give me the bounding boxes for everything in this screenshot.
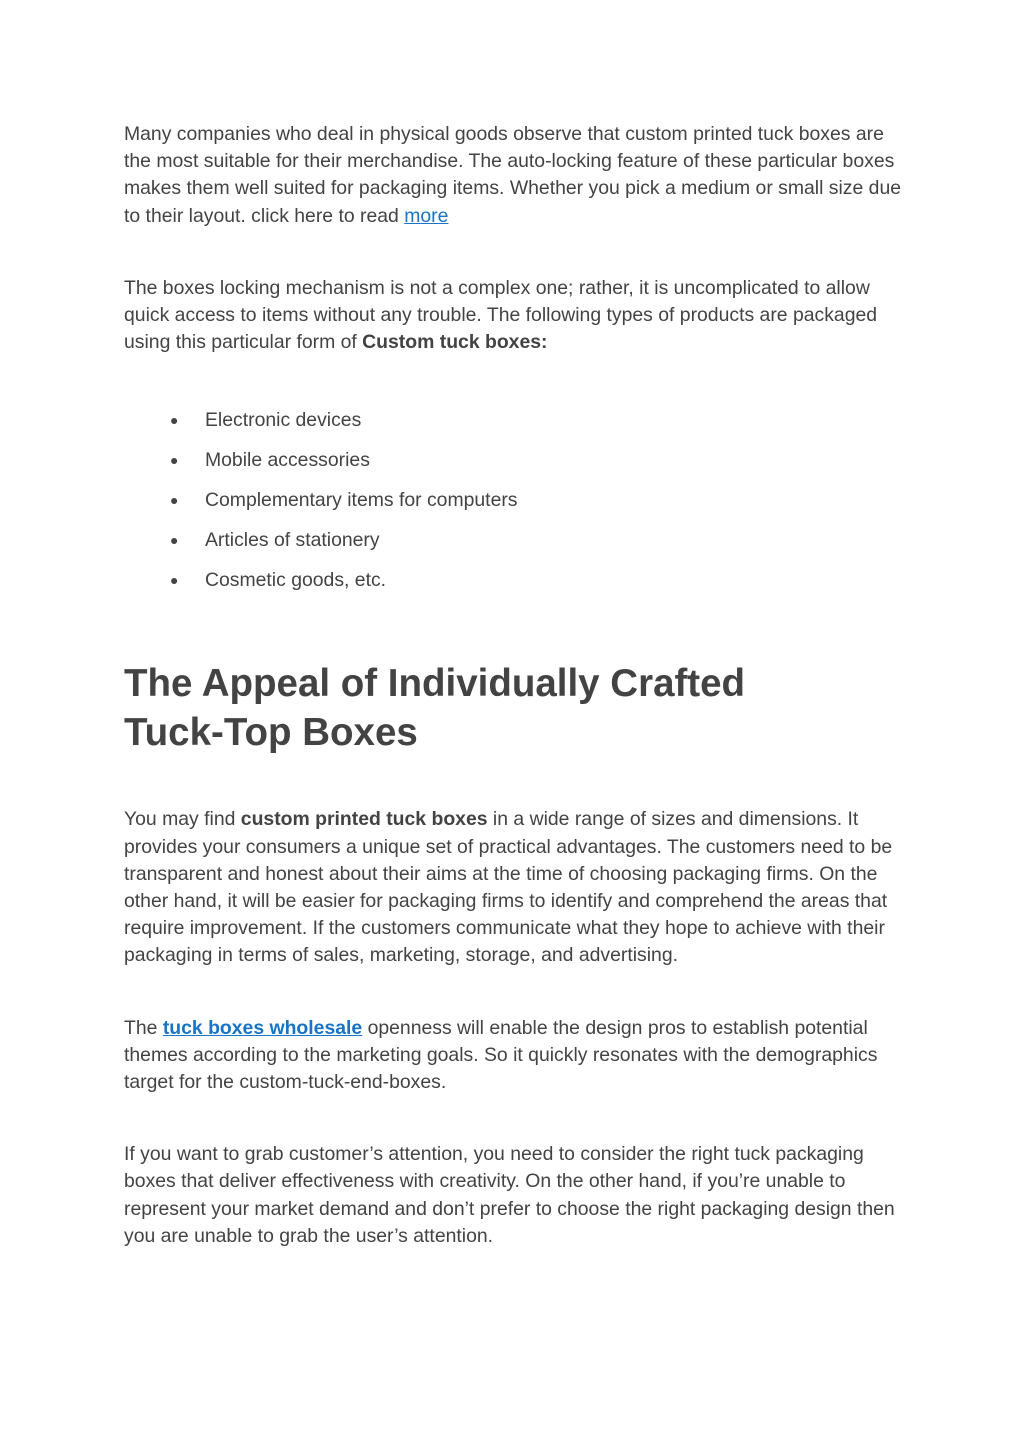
appeal-text: in a wide range of sizes and dimensions. It provides your consumers a unique set of practical advantages. The customers need to be transparent and honest about their aims at the time of choosing packaging firms. On the other hand, it will be easier for packaging firms to identify and comprehend the areas that require improvement. If the customers communicate what they hope to achieve with their packaging in terms of sales, marketing, storage, and advertising. (124, 808, 893, 967)
list-item (170, 407, 904, 434)
appeal-lead-text: You may find (124, 808, 241, 831)
bullet-icon: ● (170, 452, 179, 469)
list-item-label: Electronic devices (205, 409, 362, 432)
product-list (124, 407, 904, 594)
document-page (124, 121, 904, 1250)
bullet-icon: ● (170, 532, 179, 549)
mechanism-text: The boxes locking mechanism is not a complex one; rather, it is uncomplicated to allow quick access to items without any trouble. The following types of products are packaged using this particular form of (124, 276, 878, 354)
list-item-label: Articles of stationery (205, 529, 380, 552)
bullet-icon: ● (170, 412, 179, 429)
list-item (170, 527, 904, 554)
wholesale-lead-text: The (124, 1016, 163, 1039)
list-item (170, 487, 904, 514)
mechanism-paragraph (124, 275, 904, 357)
attention-paragraph (124, 1141, 904, 1250)
appeal-paragraph (124, 806, 904, 969)
list-item-label: Cosmetic goods, etc. (205, 569, 387, 592)
bullet-icon: ● (170, 492, 179, 509)
mechanism-bold-text: Custom tuck boxes: (362, 331, 548, 354)
read-more-link[interactable]: more (404, 204, 449, 227)
list-item-label: Mobile accessories (205, 449, 370, 472)
intro-paragraph (124, 121, 904, 230)
attention-text: If you want to grab customer’s attention, you need to consider the right tuck packaging boxes that deliver effectiveness with creativity. On the other hand, if you’re unable to represent your market demand and don’t prefer to choose the right packaging design then you are unable to grab the user’s attention. (124, 1143, 895, 1247)
section-heading: The Appeal of Individually Crafted Tuck-Top Boxes (124, 662, 746, 755)
appeal-bold-text: custom printed tuck boxes (240, 808, 488, 831)
tuck-boxes-wholesale-link[interactable]: tuck boxes wholesale (162, 1016, 363, 1039)
wholesale-paragraph (124, 1015, 904, 1097)
list-item-label: Complementary items for computers (205, 489, 518, 512)
list-item (170, 447, 904, 474)
intro-text: Many companies who deal in physical goods observe that custom printed tuck boxes are the most suitable for their merchandise. The auto-locking feature of these particular boxes makes them well suited for packaging items. Whether you pick a medium or small size due to their layout. click here to read (124, 123, 902, 227)
bullet-icon: ● (170, 572, 179, 589)
list-item (170, 567, 904, 594)
wholesale-text: openness will enable the design pros to establish potential themes according to the marketing goals. So it quickly resonates with the demographics target for the custom-tuck-end-boxes. (124, 1016, 878, 1094)
